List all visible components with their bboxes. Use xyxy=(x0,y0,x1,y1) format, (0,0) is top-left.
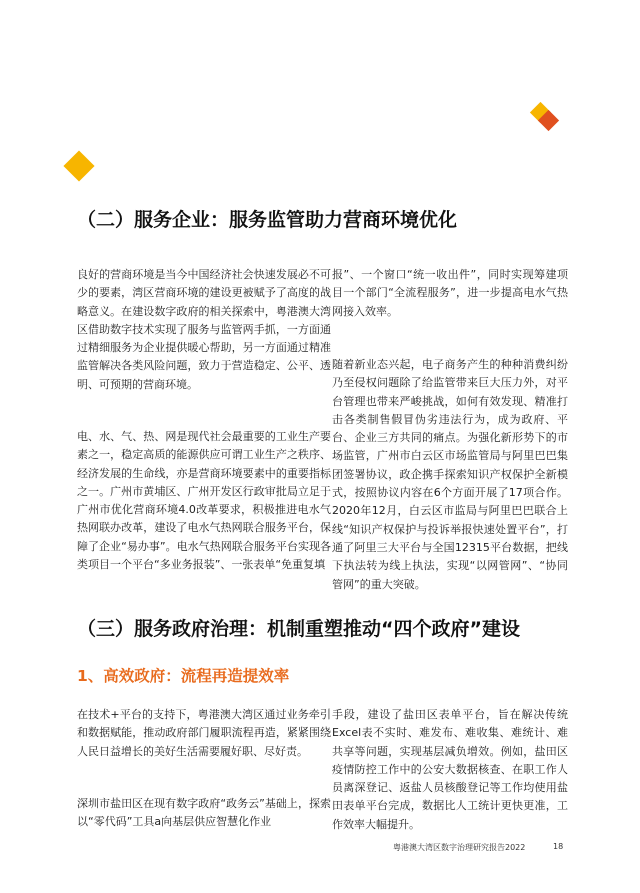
paragraph-yantian-form-platform: 手段，建设了盐田区表单平台，旨在解决传统Excel表不实时、难发布、难收集、难统计、难共享等问题，实现基层减负增效。例如，盐田区疫情防控工作中的公安大数据核查、在职工作人员离深登记、返盐人员核酸登记等工作均使用盐田表单平台完成，数据比人工统计更快更准，工作效率大幅提升。 xyxy=(332,708,568,831)
section-heading-governance: （三）服务政府治理：机制重塑推动“四个政府”建设 xyxy=(77,618,520,640)
footer-report-title: 粤港澳大湾区数字治理研究报告2022 xyxy=(393,843,526,852)
paragraph-ecommerce-regulation: 随着新业态兴起，电子商务产生的种种消费纠纷乃至侵权问题除了给监管带来巨大压力外，对平台管理也带来严峻挑战，如何有效发现、精准打击各类制售假冒伪劣违法行为，成为政府、平台、企业三方共同的痛点。为强化新形势下的市场监管，广州市白云区市场监管局与阿里巴巴集团签署协议，政企携手探索知识产权保护全新模式，按照协议内容在6个方面开展了17项合作。2020年12月，白云区市监局与阿里巴巴联合上线“知识产权保护与投诉举报快速处置平台”，打通了阿里三大平台与全国12315平台数据，把线下执法转为线上执法，实现“以网管网”、“协同管网”的重大突破。 xyxy=(332,358,568,591)
paragraph-utilities-continued: 报”、一个窗口“统一收出件”，同时实现筹建项目一个部门“全流程服务”，进一步提高电水气热网接入效率。 xyxy=(332,268,568,318)
paragraph-process-reengineering: 在技术+平台的支持下，粤港澳大湾区通过业务牵引和数据赋能，推动政府部门履职流程再造，紧紧围绕人民日益增长的美好生活需要履好职、尽好责。 xyxy=(77,708,331,758)
section-heading-enterprise: （二）服务企业：服务监管助力营商环境优化 xyxy=(77,209,458,231)
paragraph-business-environment: 良好的营商环境是当今中国经济社会快速发展必不可少的要素，湾区营商环境的建设更被赋予了高度的战略意义。在建设数字政府的相关探索中，粤港澳大湾区借助数字技术实现了服务与监管两手抓，一方面通过精细服务为企业提供暖心帮助，另一方面通过精准监管解决各类风险问题，致力于营造稳定、公平、透明、可预期的营商环境。 xyxy=(77,268,331,391)
paragraph-yantian-cloud: 深圳市盐田区在现有数字政府“政务云”基础上，探索以“零代码”工具a向基层供应智慧化作业 xyxy=(77,797,331,829)
page-number: 18 xyxy=(553,842,564,851)
subheading-efficient-government: 1、高效政府：流程再造提效率 xyxy=(77,667,290,685)
decor-diamond-yellow-left xyxy=(63,150,94,181)
paragraph-utilities-reform: 电、水、气、热、网是现代社会最重要的工业生产要素之一，稳定高质的能源供应可谓工业生产之秩序、经济发展的生命线，亦是营商环境要素中的重要指标之一。广州市黄埔区、广州开发区行政审批局立足于广州市优化营商环境4.0改革要求，积极推进电水气热网联办改革，建设了电水气热网联合服务平台，保障了企业“易办事”。电水气热网联合服务平台实现各类项目一个平台“多业务报装”、一张表单“免重复填 xyxy=(77,430,331,572)
